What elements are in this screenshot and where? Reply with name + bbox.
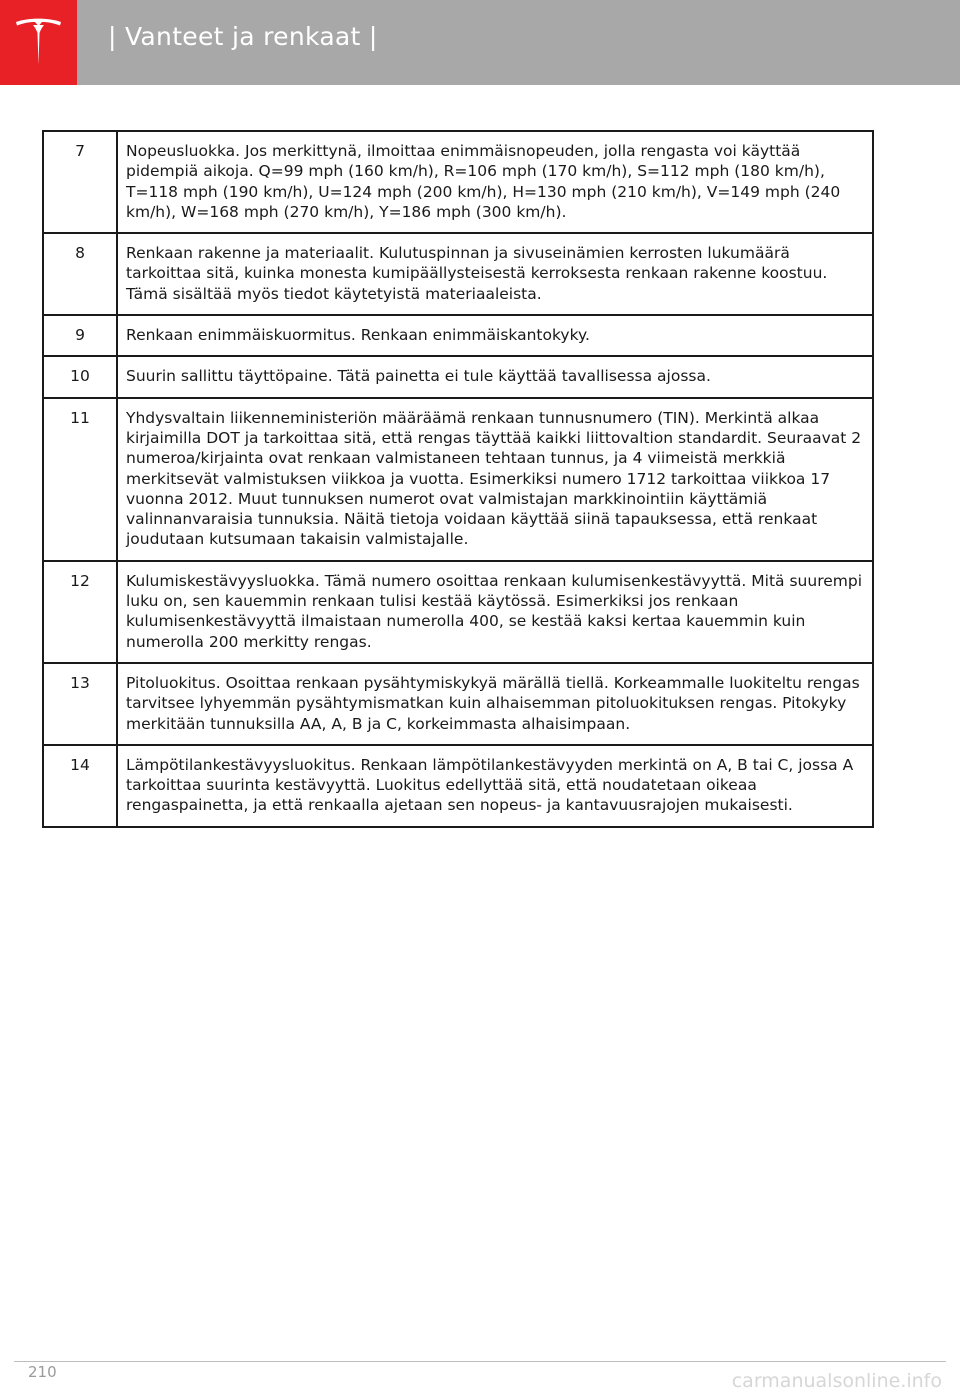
row-number: 10 xyxy=(43,356,117,397)
table-row xyxy=(43,561,873,663)
tesla-logo-icon xyxy=(14,16,63,68)
row-description: Kulumiskestävyysluokka. Tämä numero osoittaa renkaan kulumisenkestävyyttä. Mitä suurempi luku on, sen kauemmin renkaan tulisi kestää käytössä. Esimerkiksi jos renkaan kulumisenkestävyyttä ilmaistaan numerolla 400, se kestää kaksi kertaa kauemmin kuin numerolla 200 merkitty rengas. xyxy=(117,561,873,663)
brand-logo xyxy=(0,0,77,85)
page-header xyxy=(0,0,960,85)
page-number: 210 xyxy=(28,1363,57,1381)
row-number: 7 xyxy=(43,131,117,233)
row-number: 11 xyxy=(43,398,117,561)
row-description: Yhdysvaltain liikenneministeriön määräämä renkaan tunnusnumero (TIN). Merkintä alkaa kirjaimilla DOT ja tarkoittaa sitä, että rengas täyttää kaikki liittovaltion standardit. Seuraavat 2 numeroa/kirjainta ovat renkaan valmistaneen tehtaan tunnus, ja 4 viimeistä merkkiä merkitsevät valmistuksen viikkoa ja vuotta. Esimerkiksi numero 1712 tarkoittaa viikkoa 17 vuonna 2012. Muut tunnuksen numerot ovat valmistajan markkinointiin käyttämiä valinnanvaraisia tunnuksia. Näitä tietoja voidaan käyttää siinä tapauksessa, että renkaat joudutaan kutsumaan takaisin valmistajalle. xyxy=(117,398,873,561)
table-row xyxy=(43,356,873,397)
row-description: Suurin sallittu täyttöpaine. Tätä painetta ei tule käyttää tavallisessa ajossa. xyxy=(117,356,873,397)
table-row xyxy=(43,233,873,315)
table-row xyxy=(43,745,873,827)
section-title: | Vanteet ja renkaat | xyxy=(108,22,378,51)
row-description: Renkaan enimmäiskuormitus. Renkaan enimmäiskantokyky. xyxy=(117,315,873,356)
row-number: 9 xyxy=(43,315,117,356)
tire-marking-table xyxy=(42,130,874,828)
row-description: Lämpötilankestävyysluokitus. Renkaan lämpötilankestävyyden merkintä on A, B tai C, jossa A tarkoittaa suurinta kestävyyttä. Luokitus edellyttää sitä, että noudatetaan oikeaa rengaspainetta, ja että renkaalla ajetaan sen nopeus- ja kantavuusrajojen mukaisesti. xyxy=(117,745,873,827)
row-description: Pitoluokitus. Osoittaa renkaan pysähtymiskykyä märällä tiellä. Korkeammalle luokiteltu rengas tarvitsee lyhyemmän pysähtymismatkan kuin alhaisemman pitoluokituksen rengas. Pitokyky merkitään tunnuksilla AA, A, B ja C, korkeimmasta alhaisimpaan. xyxy=(117,663,873,745)
row-description: Renkaan rakenne ja materiaalit. Kulutuspinnan ja sivuseinämien kerrosten lukumäärä tarkoittaa sitä, kuinka monesta kumipäällysteisestä kerroksesta renkaan rakenne koostuu. Tämä sisältää myös tiedot käytetyistä materiaaleista. xyxy=(117,233,873,315)
watermark: carmanualsonline.info xyxy=(731,1370,942,1392)
table-row xyxy=(43,315,873,356)
table-row xyxy=(43,398,873,561)
row-number: 14 xyxy=(43,745,117,827)
table-row xyxy=(43,663,873,745)
footer-divider xyxy=(14,1361,946,1362)
row-description: Nopeusluokka. Jos merkittynä, ilmoittaa enimmäisnopeuden, jolla rengasta voi käyttää pidempiä aikoja. Q=99 mph (160 km/h), R=106 mph (170 km/h), S=112 mph (180 km/h), T=118 mph (190 km/h), U=124 mph (200 km/h), H=130 mph (210 km/h), V=149 mph (240 km/h), W=168 mph (270 km/h), Y=186 mph (300 km/h). xyxy=(117,131,873,233)
row-number: 8 xyxy=(43,233,117,315)
row-number: 12 xyxy=(43,561,117,663)
table-row xyxy=(43,131,873,233)
row-number: 13 xyxy=(43,663,117,745)
